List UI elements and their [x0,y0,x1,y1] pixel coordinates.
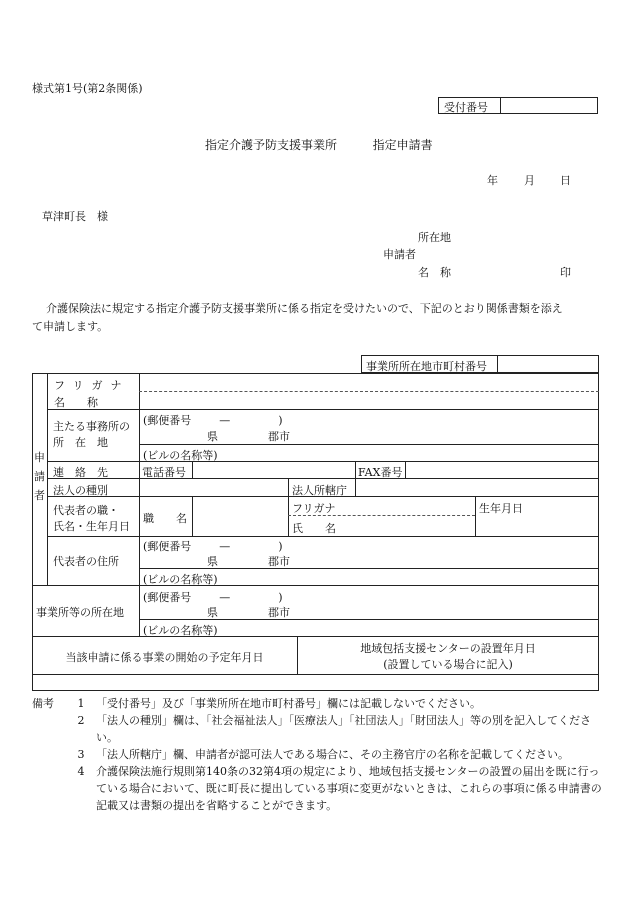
note-item: 4 介護保険法施行規則第140条の32第4項の規定により、地域包括支援センターの設置の届出を既に行っている場合において、既に町長に提出している事項に変更がないときは、これらの事項に係る申請書の記載又は書類の提出を省略することができます。 [77,765,602,812]
seal-mark: 印 [560,266,571,279]
form-number: 様式第1号(第2条関係) [32,82,143,95]
birthdate-label: 生年月日 [479,502,523,515]
office-location-county: 郡市 [268,606,290,619]
corp-type-label: 法人の種別 [53,484,108,497]
position-label: 職 名 [143,512,187,525]
corp-type-input[interactable] [142,480,286,494]
office-location-label: 事業所等の所在地 [36,606,124,619]
rep-name-label: 氏 名 [292,522,336,535]
main-office-label-2: 所 在 地 [53,436,108,449]
phone-input[interactable] [195,463,353,477]
office-location-building[interactable]: (ビルの名称等) [143,624,218,637]
center-date-input[interactable] [299,676,597,690]
start-date-label: 当該申請に係る事業の開始の予定年月日 [65,651,264,664]
rep-label-2: 氏名・生年月日 [53,520,130,533]
page-title [205,136,433,153]
notes-section [32,695,602,814]
name-input[interactable] [142,393,597,408]
rep-address-postal[interactable]: (郵便番号 — ) [143,540,283,553]
furigana-input[interactable] [142,375,597,390]
notes-heading: 備考 [32,697,54,710]
applicant-name-label: 名 称 [418,266,451,279]
date-day: 日 [560,174,571,187]
rep-address-label: 代表者の住所 [53,555,119,568]
contact-label: 連 絡 先 [53,466,108,479]
rep-address-prefecture: 県 [207,555,218,568]
center-date-label-1: 地域包括支援センターの設置年月日 [360,642,536,655]
main-office-building[interactable]: (ビルの名称等) [143,449,218,462]
start-date-input[interactable] [34,676,296,690]
main-office-postal[interactable]: (郵便番号 — ) [143,414,283,427]
fax-input[interactable] [408,463,597,477]
intro-line-2: て申請します。 [32,320,109,333]
rep-address-county: 郡市 [268,555,290,568]
intro-line-1: 介護保険法に規定する指定介護予防支援事業所に係る指定を受けたいので、下記のとおり関係書類を添え [46,302,563,315]
main-office-label-1: 主たる事務所の [53,420,130,433]
rep-furigana-label: フリガナ [292,502,336,515]
addressee: 草津町長 様 [42,210,108,223]
center-date-label-2: (設置している場合に記入) [383,658,513,671]
applicant-label: 申請者 [383,248,416,261]
title-part2: 指定申請書 [372,138,433,152]
furigana-label: フリガナ [54,379,130,392]
fax-label: FAX番号 [358,466,403,479]
position-input[interactable] [195,498,286,534]
note-item: 2 「法人の種別」欄は、「社会福祉法人」「医療法人」「社団法人」「財団法人」等の別を記入してください。 [77,714,591,744]
phone-label: 電話番号 [142,466,186,479]
corp-authority-input[interactable] [358,480,597,494]
office-location-postal[interactable]: (郵便番号 — ) [143,591,283,604]
note-item: 備考 1 「受付番号」及び「事業所所在地市町村番号」欄には記載しないでください。 [32,697,481,710]
name-label: 名 称 [54,396,98,409]
applicant-side-label: 申請者 [34,451,45,502]
applicant-address-label: 所在地 [418,231,451,244]
municipality-code-label: 事業所所在地市町村番号 [366,360,487,373]
note-item: 3 「法人所轄庁」欄、申請者が認可法人である場合に、その主務官庁の名称を記載してください。 [77,748,569,761]
main-office-county: 郡市 [268,430,290,443]
receipt-number-label: 受付番号 [444,101,488,114]
municipality-code-field[interactable] [500,358,596,372]
date-year: 年 [487,174,498,187]
office-location-prefecture: 県 [207,606,218,619]
rep-address-building[interactable]: (ビルの名称等) [143,573,218,586]
date-month: 月 [524,174,535,187]
title-part1: 指定介護予防支援事業所 [205,138,338,152]
main-office-prefecture: 県 [207,430,218,443]
corp-authority-label: 法人所轄庁 [292,484,347,497]
rep-label-1: 代表者の職・ [53,504,119,517]
